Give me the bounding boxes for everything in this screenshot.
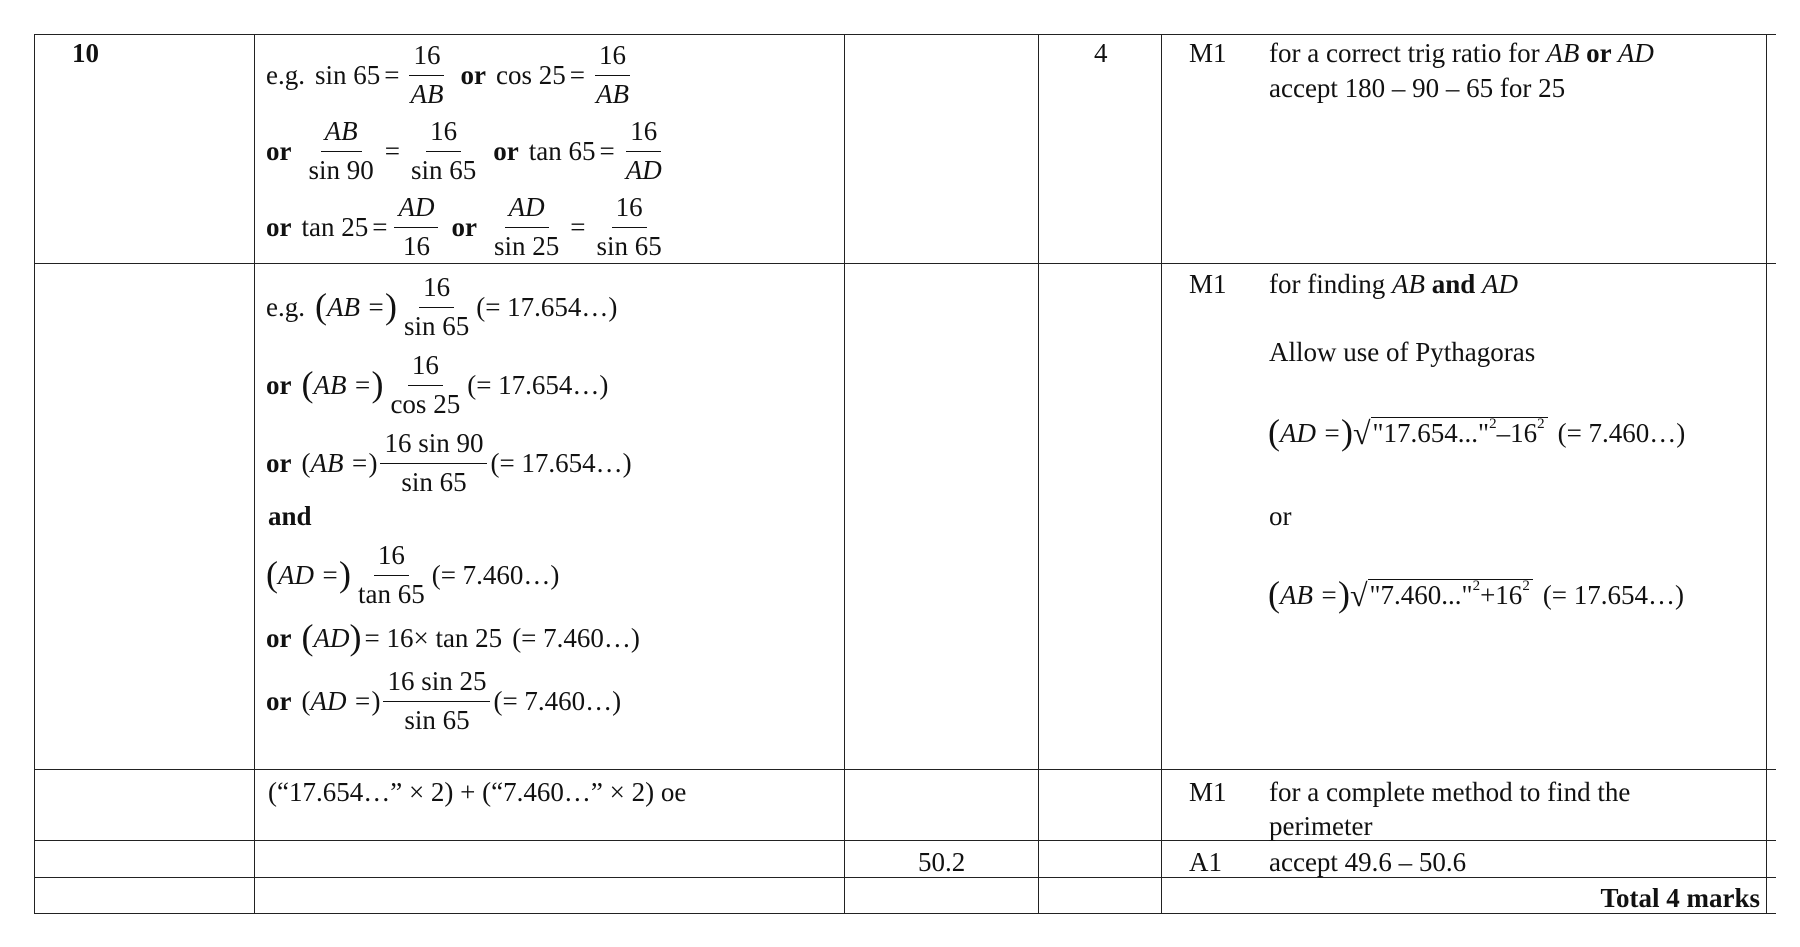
guidance-note: for a complete method to find the xyxy=(1269,777,1631,807)
row-divider xyxy=(34,877,1776,878)
fraction: $\frac{AD}{\sin 25}$ xyxy=(493,192,560,261)
working-line-ad3: or ( AD = ) $\frac{16 \sin 25}{\sin 65}$ (= 7.460…) xyxy=(266,666,622,735)
guidance-note: or xyxy=(1269,501,1292,531)
or-label: or xyxy=(266,135,292,166)
fraction: $\frac{16}{\tan 65}$ xyxy=(357,540,425,609)
trig-tan65: tan 65 xyxy=(528,135,596,166)
working-line-ad2: or ( AD ) = 16× tan 25 (= 7.460…) xyxy=(266,617,640,657)
fraction: $\frac{16}{AD}$ xyxy=(625,116,662,185)
final-answer: 50.2 xyxy=(918,847,966,877)
square-root: √ "$17.654..."^2-16^2$ xyxy=(1353,417,1548,449)
column-divider xyxy=(254,34,255,914)
fraction: $\frac{16}{\sin 65}$ xyxy=(403,272,470,341)
fraction: $\frac{16}{\sin 65}$ xyxy=(596,192,662,261)
square-root: √ "$7.460..."^2+16^2$ xyxy=(1350,579,1533,611)
working-line-1: e.g. sin 65 = $\frac{16}{AB}$ or cos 25 = $\frac{16}{AB}$ xyxy=(266,38,636,112)
working-line-ab3: or ( AB = ) $\frac{16 \sin 90}{\sin 65}$ (= 17.654…) xyxy=(266,428,632,497)
or-label: or xyxy=(266,211,292,242)
column-divider xyxy=(1038,34,1039,914)
table-border-left xyxy=(34,34,35,914)
column-divider xyxy=(1161,34,1162,914)
or-label: or xyxy=(493,135,519,166)
equals-sign: = xyxy=(384,59,400,90)
guidance-note: Allow use of Pythagoras xyxy=(1269,337,1536,367)
table-border-top xyxy=(34,34,1776,35)
row-divider xyxy=(34,840,1776,841)
column-divider xyxy=(844,34,845,914)
pythagoras-ad: ( AD = ) √ "$17.654..."^2-16^2$ (= 7.460…) xyxy=(1268,412,1686,452)
working-line-3: or tan 25 = $\frac{AD}{16}$ or $\frac{AD}{\sin 25}$ = $\frac{16}{\sin 65}$ xyxy=(266,190,669,264)
trig-sin65: sin 65 xyxy=(314,59,381,90)
fraction: $\frac{16}{\cos 25}$ xyxy=(390,350,461,419)
guidance-note: perimeter xyxy=(1269,811,1373,841)
question-number: 10 xyxy=(72,38,99,68)
eg-label: e.g. xyxy=(266,59,305,90)
fraction: $\frac{16 \sin 25}{\sin 65}$ xyxy=(380,666,493,735)
guidance-note: accept 49.6 – 50.6 xyxy=(1269,847,1467,877)
fraction: $\frac{16}{AB}$ xyxy=(595,40,629,109)
guidance-note: accept 180 – 90 – 65 for 25 xyxy=(1269,73,1566,103)
table-border-bottom xyxy=(34,913,1776,914)
guidance-note: for finding AB and AD xyxy=(1269,269,1519,299)
mark-code: M1 xyxy=(1189,777,1227,807)
total-marks: Total 4 marks xyxy=(1600,883,1760,913)
fraction: $\frac{16}{\sin 65}$ xyxy=(410,116,477,185)
fraction: $\frac{AB}{\sin 90}$ xyxy=(308,116,374,185)
working-line-ad1: ( AD = ) $\frac{16}{\tan 65}$ (= 7.460…) xyxy=(266,540,560,609)
or-label: or xyxy=(451,211,477,242)
working-line-ab1: e.g. ( AB = ) $\frac{16}{\sin 65}$ (= 17.654…) xyxy=(266,272,618,341)
trig-cos25: cos 25 xyxy=(495,59,566,90)
table-border-right xyxy=(1766,34,1767,914)
mark-code: M1 xyxy=(1189,38,1227,68)
and-label: and xyxy=(268,501,312,531)
working-line-2: or $\frac{AB}{\sin 90}$ = $\frac{16}{\sin 65}$ or tan 65 = $\frac{16}{AD}$ xyxy=(266,114,669,188)
row-divider xyxy=(34,769,1776,770)
working-line-ab2: or ( AB = ) $\frac{16}{\cos 25}$ (= 17.654…) xyxy=(266,350,609,419)
fraction: $\frac{AD}{16}$ xyxy=(391,192,441,261)
mark-code: M1 xyxy=(1189,269,1227,299)
trig-tan25: tan 25 xyxy=(301,211,369,242)
or-label: or xyxy=(460,59,486,90)
fraction: $\frac{16}{AB}$ xyxy=(410,40,444,109)
mark-code: A1 xyxy=(1189,847,1222,877)
pythagoras-ab: ( AB = ) √ "$7.460..."^2+16^2$ (= 17.654…) xyxy=(1268,574,1685,614)
fraction: $\frac{16 \sin 90}{\sin 65}$ xyxy=(377,428,490,497)
guidance-note: for a correct trig ratio for AB or AD xyxy=(1269,38,1654,68)
mark-total: 4 xyxy=(1094,38,1108,68)
working-perimeter: (“17.654…” × 2) + (“7.460…” × 2) oe xyxy=(268,777,687,807)
